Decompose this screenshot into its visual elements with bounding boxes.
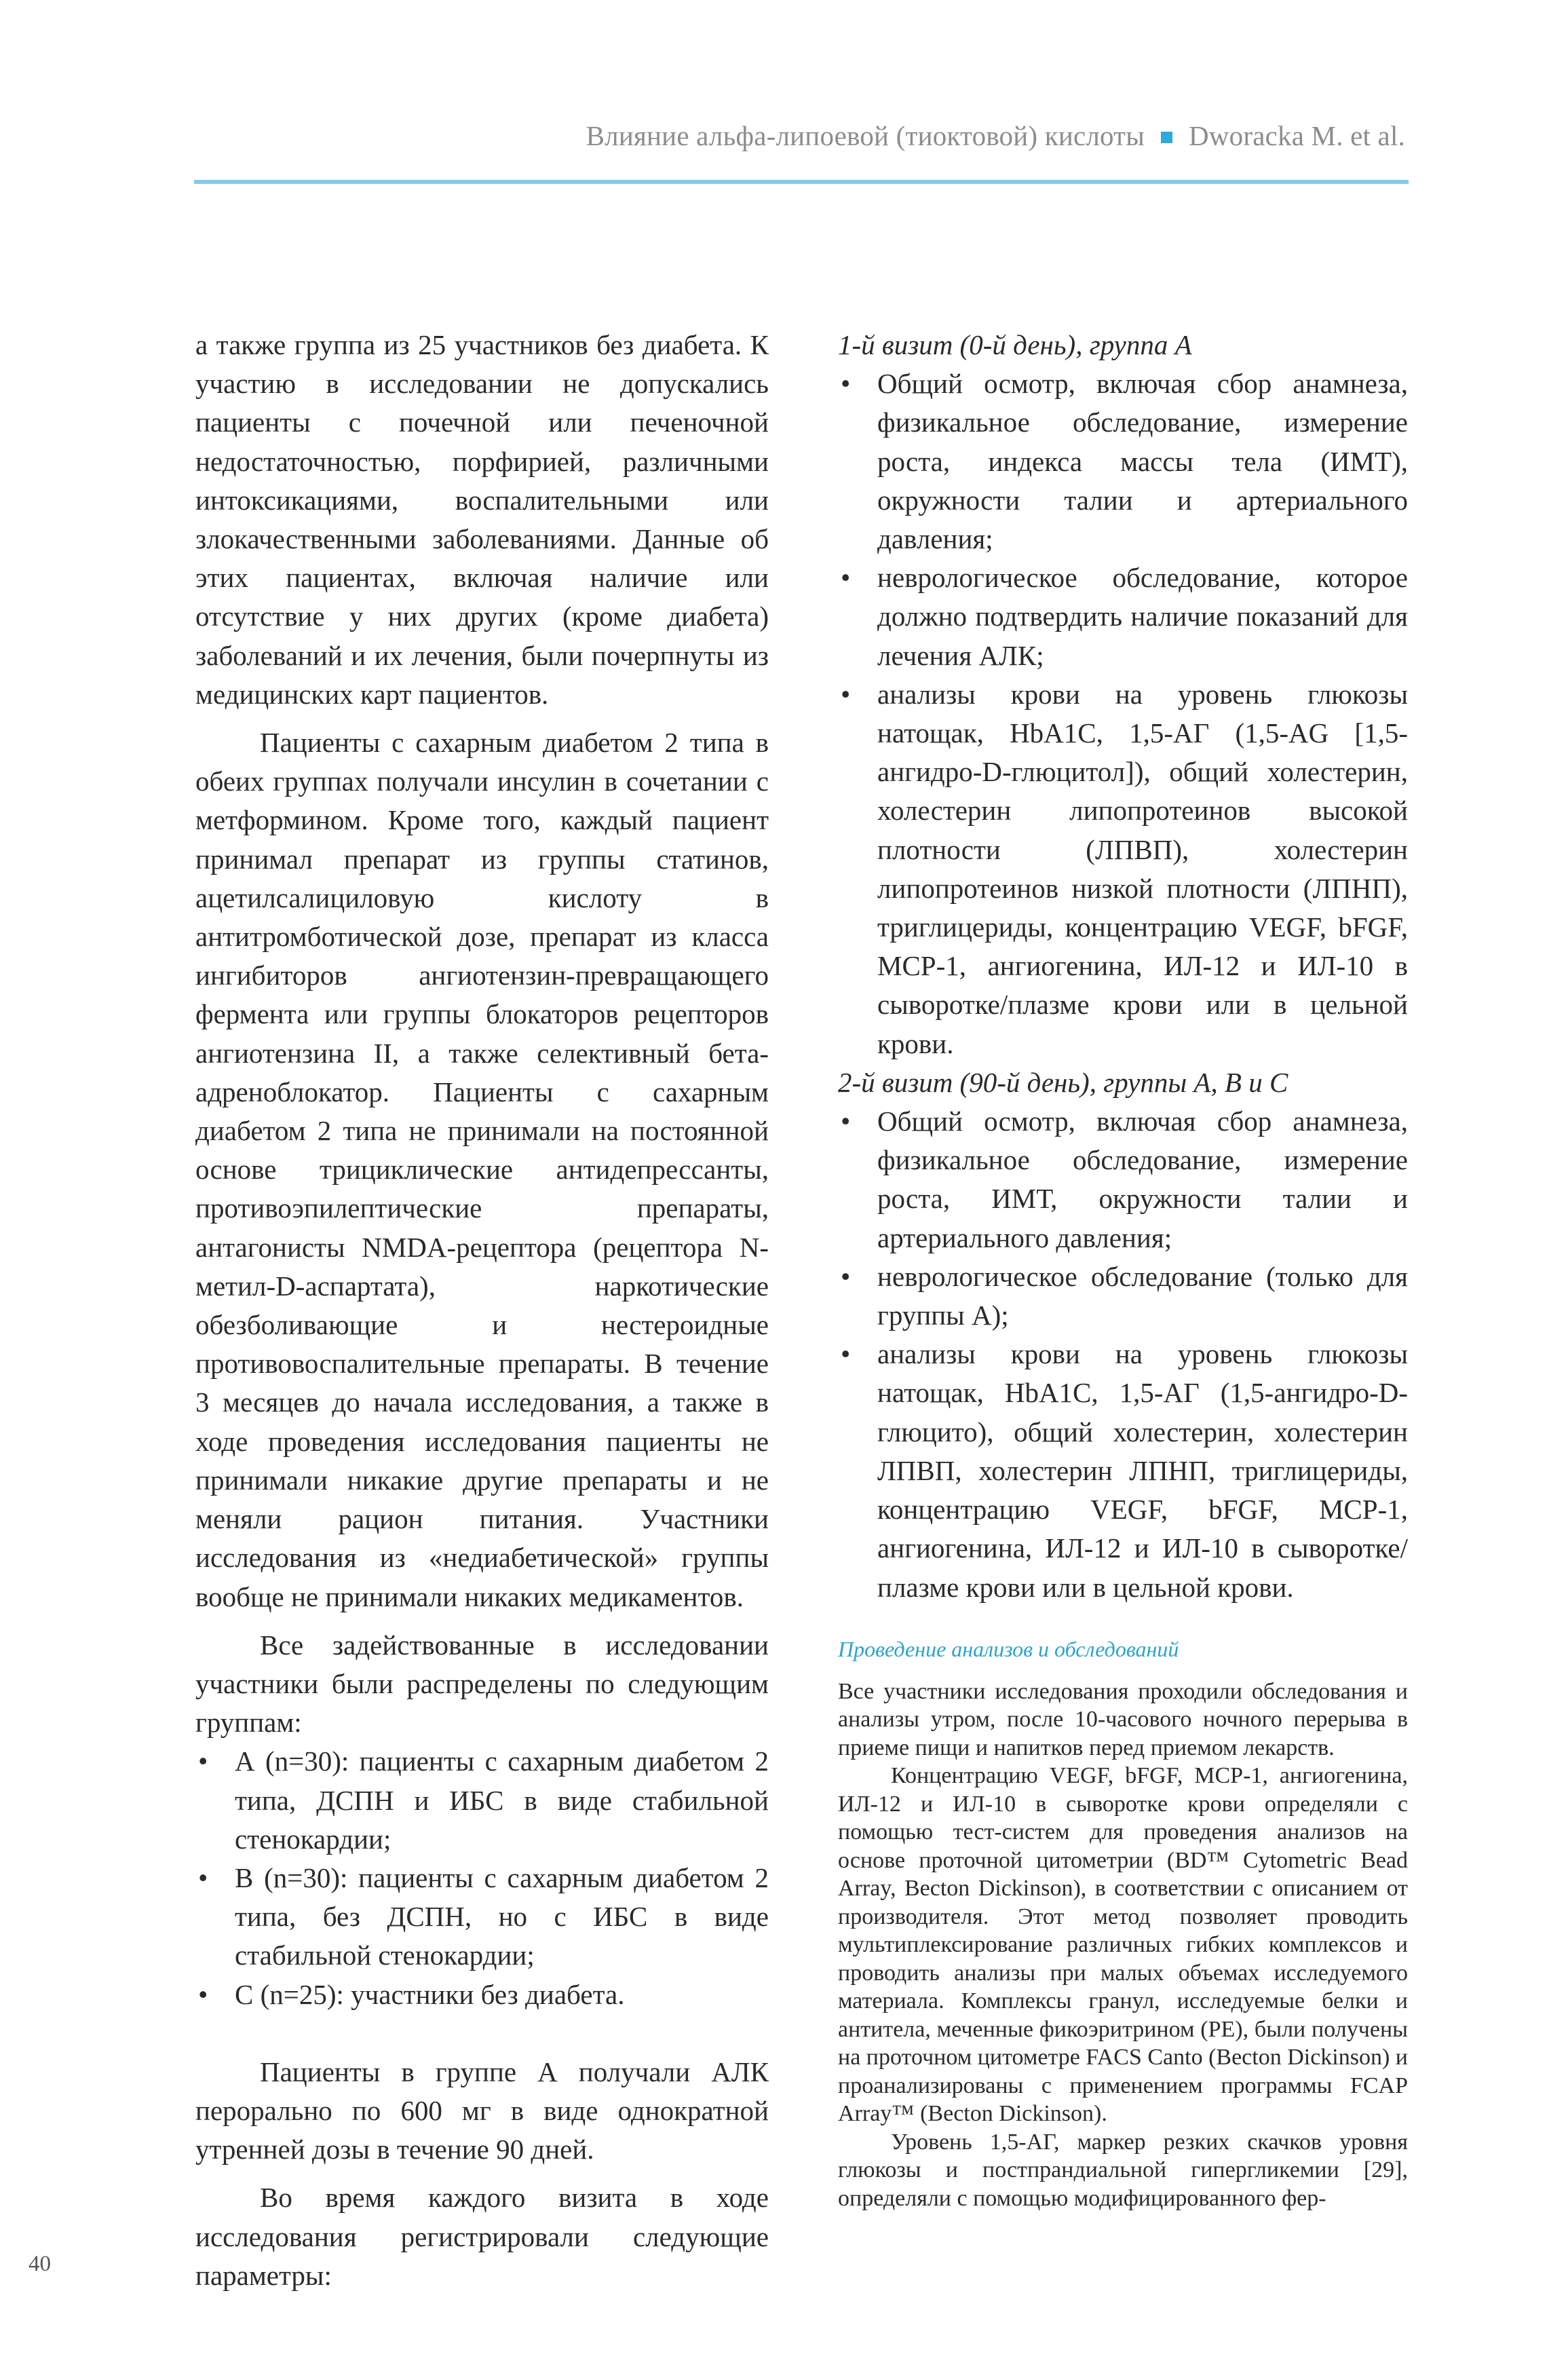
visit2-title: 2-й визит (90-й день), группы A, B и C [838, 1066, 1288, 1098]
paragraph: Все задействованные в исследовании участники были распределены по следующим группам: [195, 1629, 769, 1739]
visit1-title: 1-й визит (0-й день), группа А [838, 329, 1192, 360]
paragraph: Уровень 1,5-АГ, маркер резких скачков уровня глюкозы и постпрандиальной гипергликемии [29], определяли с помощью модифицированного фер- [838, 2129, 1408, 2211]
paragraph: Пациенты с сахарным диабетом 2 типа в обеих группах получали инсулин в сочетании с метформином. Кроме того, каждый пациент принимал препарат из группы статинов, ацетилсалициловую кислоту в антитромботической дозе, препарат из класса ингибиторов ангиотензин-превращающего фермента или группы блокаторов рецепторов ангиотензина II, а также селективный бета-адреноблокатор. Пациенты с сахарным диабетом 2 типа не принимали на постоянной основе трициклические антидепрессанты, противоэпилептические препараты, антагонисты NMDA-рецептора (рецептора N-метил-D-аспартата), наркотические обезболивающие и нестероидные противовоспалительные препараты. В течение 3 месяцев до начала исследования, а также в ходе проведения исследования пациенты не принимали никакие другие препараты и не меняли рацион питания. Участники исследования из «недиабетической» группы вообще не принимали никаких медикаментов. [195, 727, 769, 1612]
section-body [838, 1678, 1408, 2213]
list-item: • Общий осмотр, включая сбор анамнеза, физикальное обследование, измерение роста, ИМТ, окружности талии и артериального давления; [838, 1102, 1408, 1257]
list-item: • неврологическое обследование, которое должно подтвердить наличие показаний для лечения АЛК; [838, 559, 1408, 675]
header-rule [194, 180, 1409, 184]
paragraph: а также группа из 25 участников без диабета. К участию в исследовании не допускались пациенты с почечной или печеночной недостаточностью, порфирией, различными интоксикациями, воспалительными или злокачественными заболеваниями. Данные об этих пациентах, включая наличие или отсутствие у них других (кроме диабета) заболеваний и их лечения, были почерпнуты из медицинских карт пациентов. [195, 329, 769, 710]
paragraph: Пациенты в группе А получали АЛК перорально по 600 мг в виде однократной утренней дозы в течение 90 дней. [195, 2056, 769, 2165]
square-bullet-icon [1161, 132, 1172, 143]
list-item: • анализы крови на уровень глюкозы натощак, HbA1C, 1,5-АГ (1,5-ангидро-D-глюцито), общий холестерин, холестерин ЛПВП, холестерин ЛПНП, триглицериды, концентрацию VEGF, bFGF, MCP-1, ангиогенина, ИЛ-12 и ИЛ-10 в сыворотке/плазме крови или в цельной крови. [838, 1335, 1408, 1606]
list-item: • C (n=25): участники без диабета. [195, 1975, 769, 2014]
list-item: • неврологическое обследование (только для группы А); [838, 1257, 1408, 1335]
visit2-list [838, 1102, 1408, 1607]
right-column [838, 326, 1408, 2212]
section-heading: Проведение анализов и обследований [838, 1636, 1179, 1661]
left-column [195, 326, 769, 2295]
list-item: • Общий осмотр, включая сбор анамнеза, физикальное обследование, измерение роста, индекса массы тела (ИМТ), окружности талии и артериального давления; [838, 364, 1408, 559]
paragraph: Все участники исследования проходили обследования и анализы утром, после 10-часового ночного перерыва в приеме пищи и напитков перед приемом лекарств. [838, 1678, 1408, 1760]
running-header [586, 119, 1405, 152]
visit1-list [838, 364, 1408, 1063]
paragraph: Концентрацию VEGF, bFGF, MCP-1, ангиогенина, ИЛ-12 и ИЛ-10 в сыворотке крови определяли с помощью тест-систем для проведения анализов на основе проточной цитометрии (BD™ Cytometric Bead Array, Becton Dickinson), в соответствии с описанием от производителя. Этот метод позволяет проводить мультиплексирование различных гибких комплексов и проводить анализы при малых объемах исследуемого материала. Комплексы гранул, исследуемые белки и антитела, меченные фикоэритрином (PE), были получены на проточном цитометре FACS Canto (Becton Dickinson) и проанализированы с применением программы FCAP Array™ (Becton Dickinson). [838, 1763, 1409, 2127]
list-item: • анализы крови на уровень глюкозы натощак, HbA1C, 1,5-АГ (1,5-AG [1,5-ангидро-D-глюцитол]), общий холестерин, холестерин липопротеинов высокой плотности (ЛПВП), холестерин липопротеинов низкой плотности (ЛПНП), триглицериды, концентрацию VEGF, bFGF, MCP-1, ангиогенина, ИЛ-12 и ИЛ-10 в сыворотке/плазме крови или в цельной крови. [838, 675, 1408, 1063]
visits-block [838, 326, 1408, 1607]
header-authors: Dworacka M. et al. [1189, 120, 1405, 151]
list-item: • А (n=30): пациенты с сахарным диабетом 2 типа, ДСПН и ИБС в виде стабильной стенокардии; [195, 1742, 769, 1859]
page-number: 40 [28, 2252, 51, 2276]
groups-list [195, 1742, 769, 2013]
paragraph: Во время каждого визита в ходе исследования регистрировали следующие параметры: [195, 2182, 769, 2291]
list-item: • B (n=30): пациенты с сахарным диабетом 2 типа, без ДСПН, но с ИБС в виде стабильной стенокардии; [195, 1859, 769, 1975]
header-title: Влияние альфа-липоевой (тиоктовой) кислоты [586, 120, 1145, 151]
